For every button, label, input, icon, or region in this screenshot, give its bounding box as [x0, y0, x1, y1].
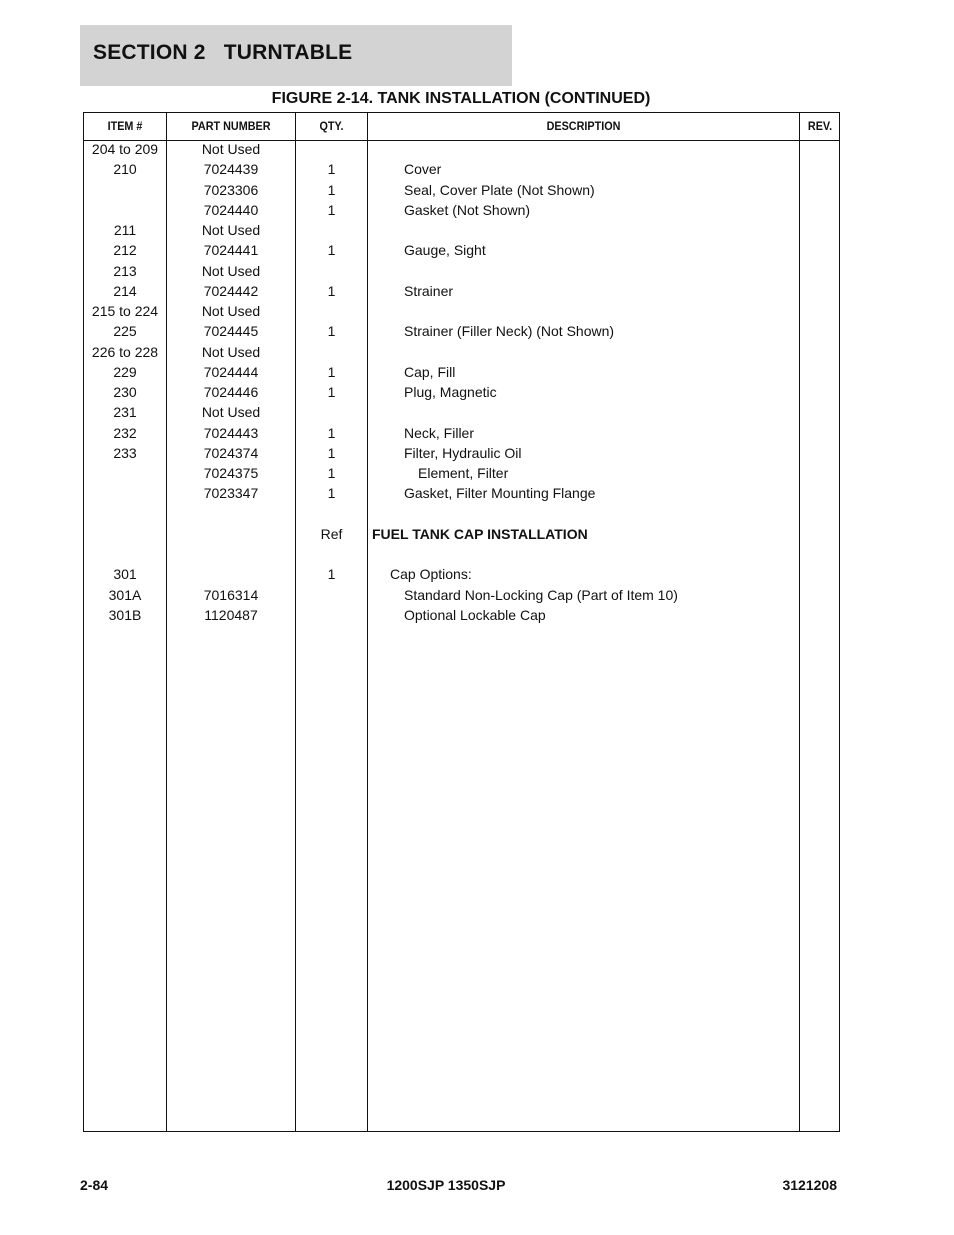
- item-cell: 225: [113, 323, 137, 340]
- part-number-cell: 7024442: [203, 282, 259, 299]
- part-number-cell: 7024446: [203, 384, 259, 400]
- table-row: [84, 364, 839, 384]
- description-cell: Strainer: [404, 282, 454, 299]
- item-cell: 214: [113, 282, 137, 299]
- qty-cell: 1: [327, 282, 336, 299]
- description-cell: Standard Non-Locking Cap (Part of Item 10): [404, 586, 678, 603]
- part-number-cell: 7024439: [203, 161, 259, 178]
- page-number: 2-84: [80, 1177, 109, 1193]
- parts-table: [83, 112, 840, 1132]
- description-cell: FUEL TANK CAP INSTALLATION: [372, 525, 588, 542]
- item-cell: 301A: [108, 586, 142, 603]
- table-row: [84, 283, 839, 303]
- header-qty: QTY.: [319, 119, 344, 133]
- item-cell: 215 to 224: [91, 303, 159, 319]
- description-cell: Plug, Magnetic: [404, 384, 497, 400]
- qty-cell: 1: [327, 444, 336, 461]
- description-cell: Cap, Fill: [404, 363, 456, 380]
- description-cell: Element, Filter: [418, 465, 509, 481]
- model-number: 1200SJP 1350SJP: [386, 1177, 506, 1193]
- description-cell: Cover: [404, 161, 442, 178]
- description-cell: Strainer (Filler Neck) (Not Shown): [404, 323, 615, 340]
- item-cell: 210: [113, 161, 137, 178]
- table-row: [84, 202, 839, 222]
- description-cell: Seal, Cover Plate (Not Shown): [404, 181, 595, 198]
- description-cell: Gasket, Filter Mounting Flange: [404, 485, 596, 502]
- item-cell: 211: [113, 222, 137, 238]
- table-row: [84, 485, 839, 505]
- part-number-cell: Not Used: [201, 141, 261, 157]
- header-part-number: PART NUMBER: [191, 119, 271, 133]
- item-cell: 301: [113, 566, 137, 583]
- qty-cell: 1: [327, 201, 336, 218]
- qty-cell: 1: [327, 485, 336, 502]
- part-number-cell: 7024440: [203, 201, 259, 218]
- description-cell: Optional Lockable Cap: [404, 606, 546, 623]
- part-number-cell: 7016314: [203, 586, 259, 603]
- table-row: [84, 303, 839, 323]
- table-row: [84, 404, 839, 424]
- part-number-cell: 7024443: [203, 424, 259, 441]
- section-title: SECTION 2 TURNTABLE: [93, 41, 353, 64]
- item-cell: 204 to 209: [91, 141, 159, 157]
- table-row: [84, 425, 839, 445]
- qty-cell: 1: [327, 161, 336, 178]
- part-number-cell: 7023347: [203, 485, 259, 502]
- header-description: DESCRIPTION: [546, 119, 621, 133]
- table-body: [84, 141, 839, 627]
- qty-cell: Ref: [320, 525, 343, 542]
- header-item: ITEM #: [107, 119, 143, 133]
- table-row: [84, 445, 839, 465]
- item-cell: 213: [113, 262, 137, 279]
- part-number-cell: Not Used: [201, 343, 261, 360]
- doc-number: 3121208: [782, 1177, 837, 1193]
- qty-cell: 1: [327, 242, 336, 259]
- qty-cell: 1: [327, 465, 336, 481]
- table-row: [84, 607, 839, 627]
- item-cell: 301B: [108, 606, 142, 623]
- qty-cell: 1: [327, 323, 336, 340]
- table-row: [84, 222, 839, 242]
- table-row: [84, 323, 839, 343]
- header-rev: REV.: [807, 119, 833, 133]
- item-cell: 229: [113, 363, 137, 380]
- table-row: [84, 526, 839, 546]
- part-number-cell: Not Used: [201, 404, 261, 421]
- description-cell: Neck, Filler: [404, 424, 475, 441]
- table-row: [84, 384, 839, 404]
- table-row: [84, 506, 839, 526]
- item-cell: 233: [113, 444, 137, 461]
- part-number-cell: 7024374: [203, 444, 259, 461]
- item-cell: 230: [113, 384, 137, 400]
- table-row: [84, 263, 839, 283]
- qty-cell: 1: [327, 181, 336, 198]
- qty-cell: 1: [327, 566, 336, 583]
- part-number-cell: 7024445: [203, 323, 259, 340]
- part-number-cell: Not Used: [201, 222, 261, 238]
- description-cell: Gasket (Not Shown): [404, 201, 531, 218]
- part-number-cell: 1120487: [204, 606, 258, 623]
- table-row: [84, 242, 839, 262]
- table-row: [84, 182, 839, 202]
- table-row: [84, 465, 839, 485]
- part-number-cell: Not Used: [201, 262, 261, 279]
- part-number-cell: 7024441: [203, 242, 259, 259]
- item-cell: 231: [113, 404, 137, 421]
- part-number-cell: 7024444: [203, 363, 259, 380]
- table-row: [84, 587, 839, 607]
- table-row: [84, 546, 839, 566]
- qty-cell: 1: [327, 384, 336, 400]
- item-cell: 226 to 228: [91, 343, 159, 360]
- table-row: [84, 141, 839, 161]
- table-row: [84, 344, 839, 364]
- part-number-cell: 7023306: [203, 181, 259, 198]
- qty-cell: 1: [327, 424, 336, 441]
- description-cell: Cap Options:: [390, 566, 472, 583]
- qty-cell: 1: [327, 363, 336, 380]
- description-cell: Gauge, Sight: [404, 242, 486, 259]
- section-banner: [80, 25, 512, 86]
- part-number-cell: 7024375: [203, 465, 259, 481]
- table-row: [84, 161, 839, 181]
- table-row: [84, 566, 839, 586]
- item-cell: 232: [113, 424, 137, 441]
- part-number-cell: Not Used: [201, 303, 261, 319]
- description-cell: Filter, Hydraulic Oil: [404, 444, 522, 461]
- item-cell: 212: [113, 242, 137, 259]
- figure-title: FIGURE 2-14. TANK INSTALLATION (CONTINUED): [271, 90, 651, 107]
